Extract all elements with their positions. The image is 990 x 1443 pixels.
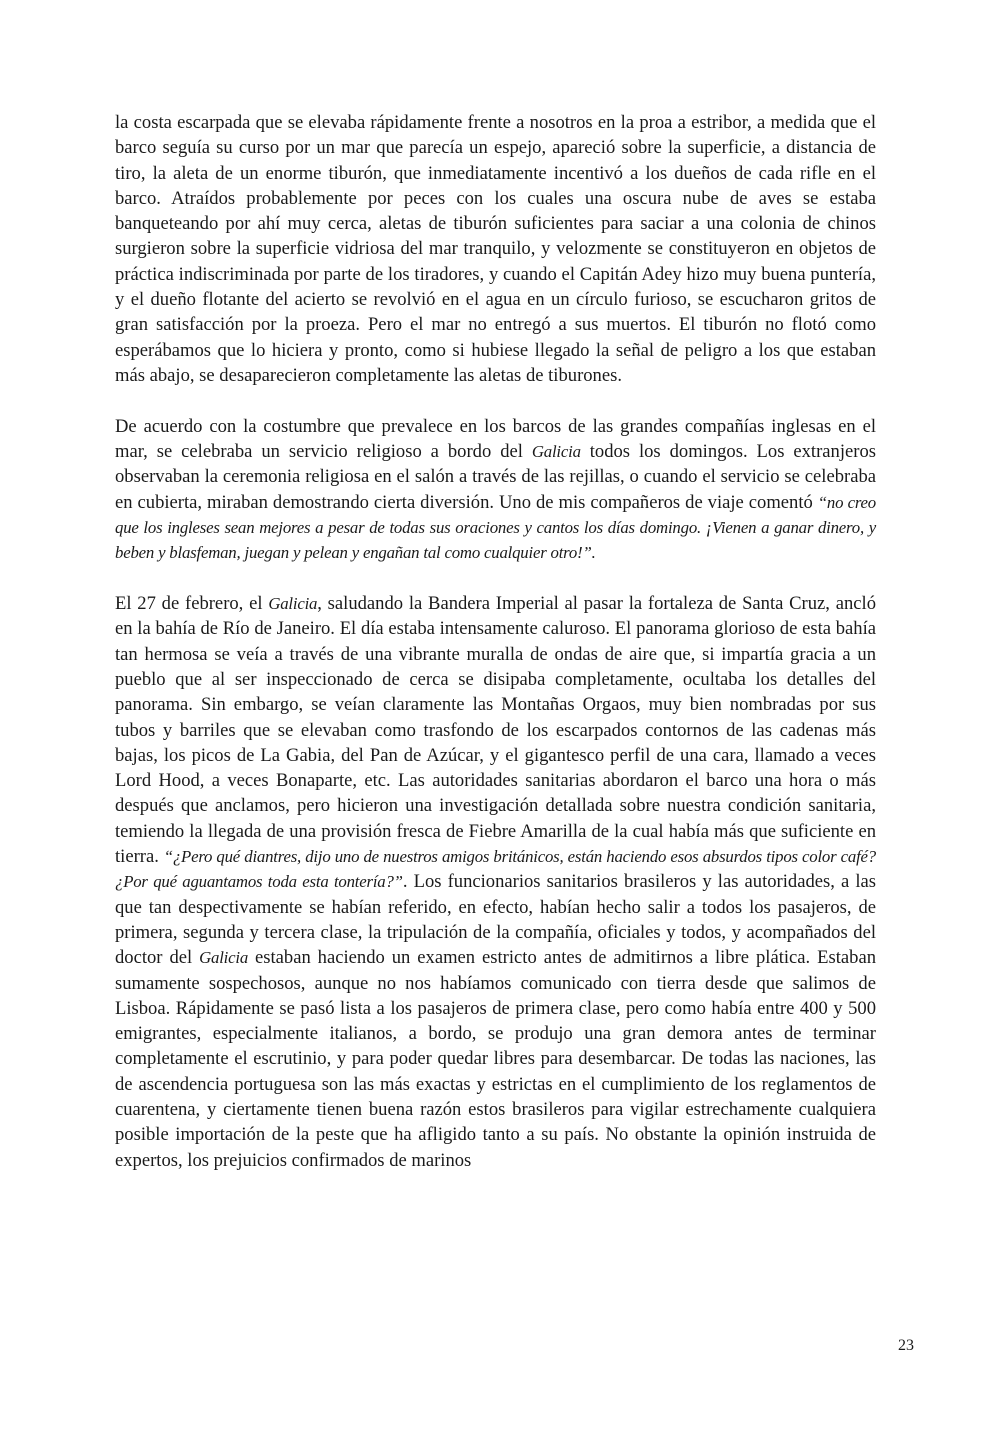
paragraph-rio-arrival: [115, 591, 876, 1173]
paragraph-text: estaban haciendo un examen estricto antes de admitirnos a libre plática. Estaban sumamente sospechosos, aunque no nos habíamos comunicado con tierra desde que salimos de Lisboa. Rápidamente se pasó lista a los pasajeros de primera clase, pero como había entre 400 y 500 emigrantes, especialmente italianos, a bordo, se produjo una gran demora antes de terminar completamente el escrutinio, y para poder quedar libres para desembarcar. De todas las naciones, las de ascendencia portuguesa son las más exactas y estrictas en el cumplimiento de los reglamentos de cuarentena, y ciertamente tienen buena razón estos brasileros para vigilar estrechamente cualquiera posible importación de la peste que ha afligido tanto a su país. No obstante la opinión instruida de expertos, los prejuicios confirmados de marinos: [115, 947, 876, 1171]
paragraph-religious-service: [115, 414, 876, 566]
italic-quotation: “no creo que los ingleses sean mejores a pesar de todas sus oraciones y cantos los días domingo. ¡Vienen a ganar dinero, y beben y blasfeman, juegan y pelean y engañan tal como cualquier otro!”.: [115, 492, 876, 563]
paragraph-text: . Los funcionarios sanitarios brasileros y las autoridades, a las que tan despectivamente se habían referido, en efecto, habían hecho salir a todos los pasajeros, de primera, segunda y tercera clase, la tripulación de la compañía, oficiales y todos, y acompañados del doctor del: [115, 871, 877, 969]
page-number: 23: [898, 1337, 914, 1354]
ship-name-galicia: Galicia: [268, 594, 318, 614]
ship-name-galicia: Galicia: [531, 442, 581, 462]
paragraph-text: El 27 de febrero, el: [115, 593, 269, 615]
ship-name-galicia: Galicia: [199, 948, 249, 968]
paragraph-shark-hunt: [115, 110, 876, 388]
paragraph-text: De acuerdo con la costumbre que prevalece en los barcos de las grandes compañías inglesas en el mar, se celebraba un servicio religioso a bordo del: [115, 415, 876, 463]
document-body: [115, 110, 876, 1173]
paragraph-text: todos los domingos. Los extranjeros observaban la ceremonia religiosa en el salón a través de las rejillas, o cuando el servicio se celebraba en cubierta, miraban demostrando cierta diversión. Uno de mis compañeros de viaje comentó: [115, 441, 876, 513]
paragraph-text: , saludando la Bandera Imperial al pasar la fortaleza de Santa Cruz, ancló en la bahía de Río de Janeiro. El día estaba intensamente caluroso. El panorama glorioso de esta bahía tan hermosa se veía a través de una vibrante muralla de ondas de aire que, si impartía gracia a un pueblo que al ser inspeccionado de cerca se disipaba completamente, ocultaba los detalles del panorama. Sin embargo, se veían claramente las Montañas Orgaos, muy bien nombradas por sus tubos y barriles que se elevaban como trasfondo de los escarpados contornos de las cadenas más bajas, los picos de La Gabia, del Pan de Azúcar, y el gigantesco perfil de una cara, llamado a veces Lord Hood, a veces Bonaparte, etc. Las autoridades sanitarias abordaron el barco una hora o más después que anclamos, pero hicieron una investigación detallada sobre nuestra condición sanitaria, temiendo la llegada de una provisión fresca de Fiebre Amarilla de la cual había más que suficiente en tierra.: [115, 593, 876, 868]
italic-quotation: “¿Pero qué diantres, dijo uno de nuestros amigos británicos, están haciendo esos absurdos tipos color café? ¿Por qué aguantamos toda esta tontería?”: [115, 847, 876, 892]
paragraph-text: la costa escarpada que se elevaba rápidamente frente a nosotros en la proa a estribor, a medida que el barco seguía su curso por un mar que parecía un espejo, apareció sobre la superficie, a distancia de tiro, la aleta de un enorme tiburón, que inmediatamente incentivó a los dueños de cada rifle en el barco. Atraídos probablemente por peces con los cuales una oscura nube de aves se estaba banqueteando por ahí muy cerca, aletas de tiburón suficientes para saciar a una colonia de chinos surgieron sobre la superficie vidriosa del mar tranquilo, y velozmente se constituyeron en objetos de práctica indiscriminada por parte de los tiradores, y cuando el Capitán Adey hizo muy buena puntería, y el dueño flotante del acierto se revolvió en el agua en un círculo furioso, se escucharon gritos de gran satisfacción por la proeza. Pero el mar no entregó a sus muertos. El tiburón no flotó como esperábamos que lo hiciera y pronto, como si hubiese llegado la señal de peligro a los que estaban más abajo, se desaparecieron completamente las aletas de tiburones.: [115, 112, 876, 386]
